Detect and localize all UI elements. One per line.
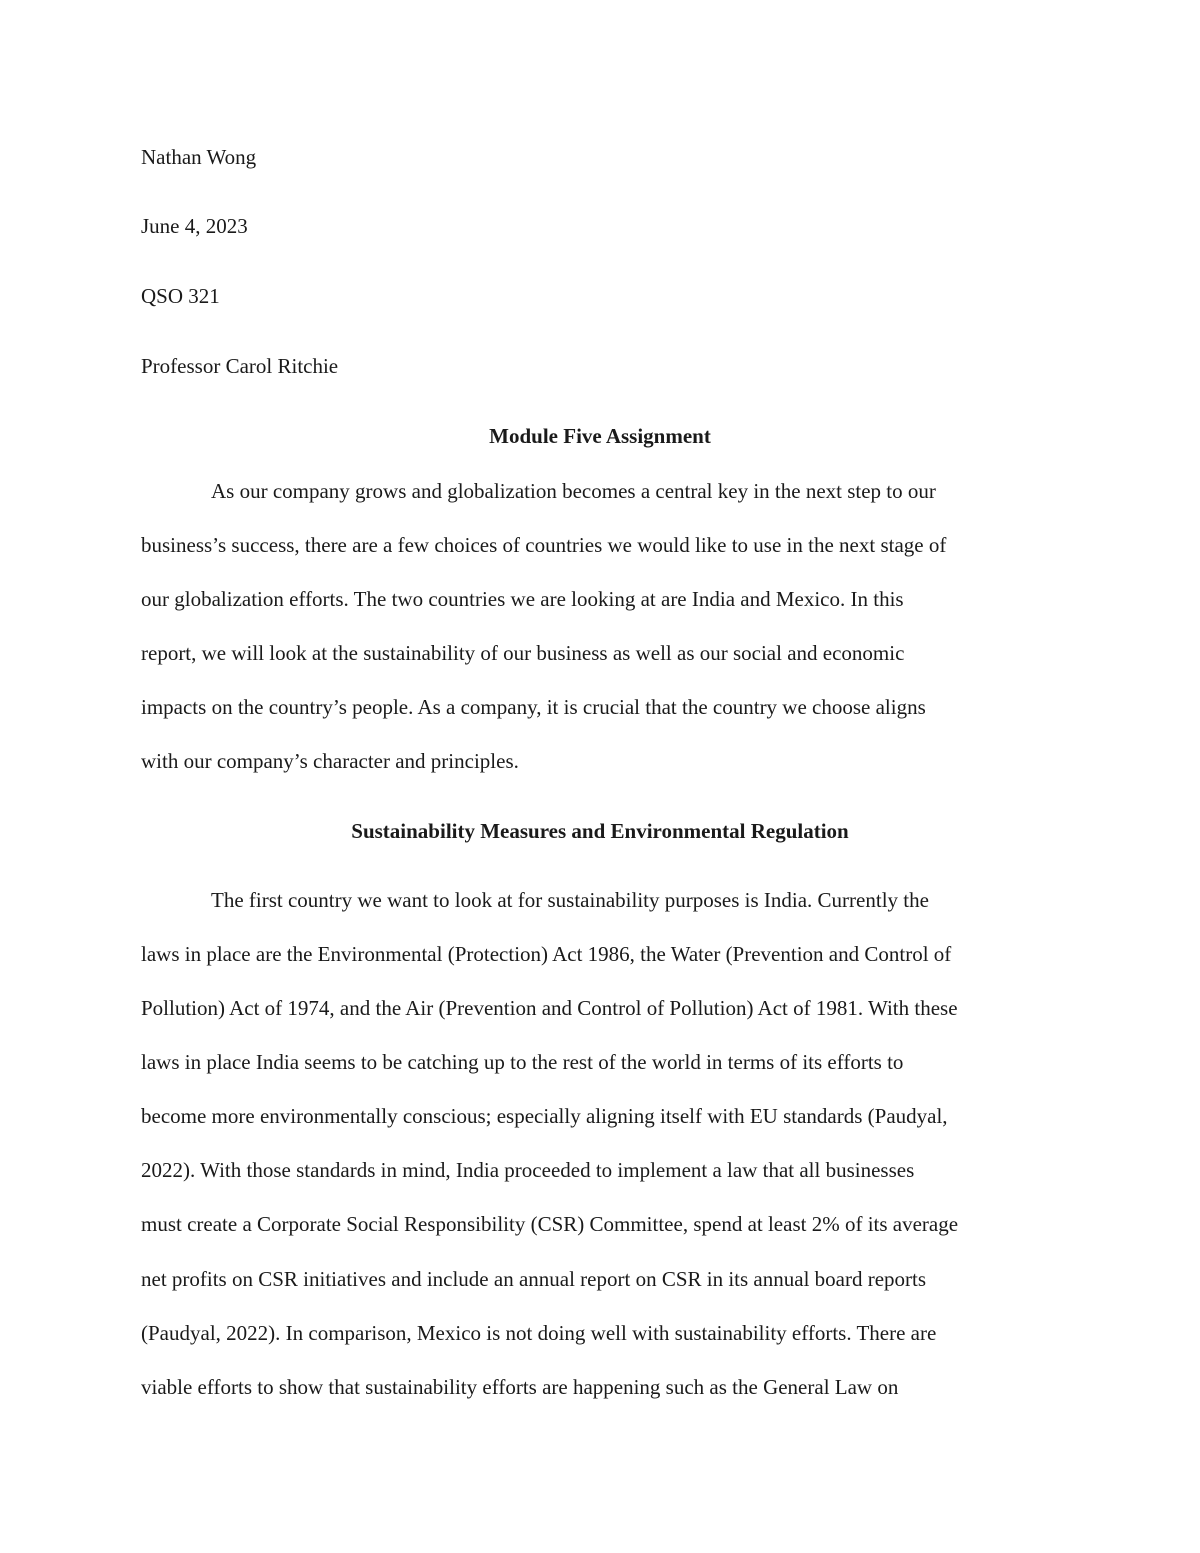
author-name: Nathan Wong — [141, 145, 257, 169]
paragraph-line: viable efforts to show that sustainability efforts are happening such as the General Law on — [141, 1375, 899, 1399]
date-line: June 4, 2023 — [141, 214, 248, 238]
paragraph-line: with our company’s character and principles. — [141, 749, 519, 773]
paragraph-line: our globalization efforts. The two countries we are looking at are India and Mexico. In this — [141, 587, 904, 611]
paragraph-line: Pollution) Act of 1974, and the Air (Prevention and Control of Pollution) Act of 1981. With these — [141, 996, 958, 1020]
paragraph-line: impacts on the country’s people. As a company, it is crucial that the country we choose aligns — [141, 695, 926, 719]
paragraph-line: The first country we want to look at for sustainability purposes is India. Currently the — [211, 888, 929, 912]
paragraph-line: net profits on CSR initiatives and include an annual report on CSR in its annual board reports — [141, 1267, 927, 1291]
paragraph-line: 2022). With those standards in mind, India proceeded to implement a law that all businesses — [141, 1158, 915, 1182]
document-title: Module Five Assignment — [489, 424, 711, 448]
paragraph-line: (Paudyal, 2022). In comparison, Mexico is not doing well with sustainability efforts. There are — [141, 1321, 937, 1345]
paragraph-line: As our company grows and globalization becomes a central key in the next step to our — [211, 479, 936, 503]
course-line: QSO 321 — [141, 284, 220, 308]
paragraph-line: laws in place are the Environmental (Protection) Act 1986, the Water (Prevention and Control of — [141, 942, 952, 966]
section-heading: Sustainability Measures and Environmental Regulation — [351, 819, 849, 843]
paragraph-line: report, we will look at the sustainability of our business as well as our social and economic — [141, 641, 905, 665]
paragraph-line: business’s success, there are a few choices of countries we would like to use in the next stage of — [141, 533, 947, 557]
paragraph-line: laws in place India seems to be catching up to the rest of the world in terms of its efforts to — [141, 1050, 904, 1074]
professor-line: Professor Carol Ritchie — [141, 354, 339, 378]
paragraph-line: become more environmentally conscious; especially aligning itself with EU standards (Paudyal, — [141, 1104, 948, 1128]
paragraph-line: must create a Corporate Social Responsibility (CSR) Committee, spend at least 2% of its average — [141, 1212, 959, 1236]
